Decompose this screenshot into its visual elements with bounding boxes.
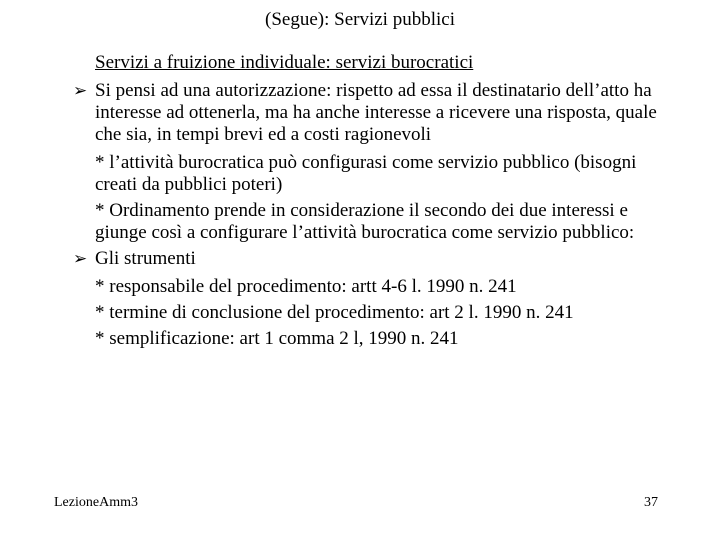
bullet-item	[73, 80, 673, 146]
section-heading: Servizi a fruizione individuale: servizi burocratici	[95, 52, 474, 73]
slide-body	[73, 52, 673, 354]
arrow-bullet-icon: ➢	[73, 81, 88, 101]
footer-lesson-label: LezioneAmm3	[54, 495, 138, 510]
bullet-text: Gli strumenti	[95, 248, 196, 269]
bullet-item	[73, 248, 673, 270]
bullet-text: Si pensi ad una autorizzazione: rispetto ad essa il destinatario dell’atto ha interesse ad ottenerla, ma ha anche interesse a ricevere una risposta, quale che sia, in tempi brevi ed a costi ragionevoli	[95, 80, 657, 145]
slide-title: (Segue): Servizi pubblici	[265, 9, 455, 30]
sub-item: * termine di conclusione del procedimento: art 2 l. 1990 n. 241	[95, 302, 574, 323]
sub-item: * semplificazione: art 1 comma 2 l, 1990 n. 241	[95, 328, 459, 349]
page-number: 37	[644, 495, 658, 510]
sub-item: * responsabile del procedimento: artt 4-6 l. 1990 n. 241	[95, 276, 517, 297]
sub-item: * Ordinamento prende in considerazione il secondo dei due interessi e giunge così a configurare l’attività burocratica come servizio pubblico:	[95, 200, 635, 243]
arrow-bullet-icon: ➢	[73, 249, 88, 269]
sub-item: * l’attività burocratica può configurasi come servizio pubblico (bisogni creati da pubblici poteri)	[95, 152, 637, 195]
